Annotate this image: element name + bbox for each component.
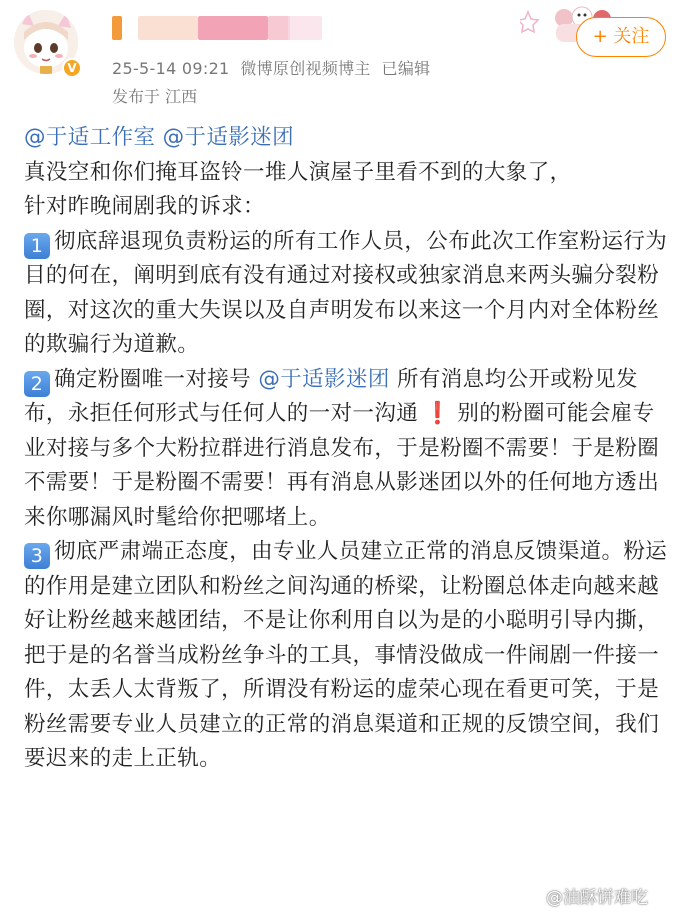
post-body [24,121,674,777]
mentions-line [24,121,674,156]
demand-3 [24,535,674,777]
demand-2-text-a: 确定粉圈唯一对接号 [54,366,252,392]
post-source: 微博原创视频博主 [240,59,371,78]
mention-fanclub[interactable]: @于适影迷团 [162,125,295,150]
post-meta [112,56,430,79]
intro-line-2: 针对昨晚闹剧我的诉求： [24,194,265,219]
keycap-1-icon: 1 [24,233,50,259]
keycap-3-icon: 3 [24,543,50,569]
post-date: 25-5-14 09:21 [112,59,230,78]
demand-2-text-b: 所有消息均公开或粉见发布，永拒任何形式与任何人的一对一沟通 [24,366,638,426]
post-header [0,0,690,115]
watermark [546,883,648,908]
demand-2 [24,363,674,536]
intro-line-1: 真没空和你们掩耳盗铃一堆人演屋子里看不到的大象了， [24,159,572,185]
exclamation-icon: ❗ [424,401,452,426]
verified-badge-icon: V [62,58,82,78]
keycap-2-icon: 2 [24,371,50,397]
mention-fanclub-inline[interactable]: @于适影迷团 [258,366,390,392]
mention-studio[interactable]: @于适工作室 [24,125,156,150]
demand-3-text: 彻底严肃端正态度，由专业人员建立正常的消息反馈渠道。粉运的作用是建立团队和粉丝之间沟通的桥梁，让粉圈总体走向越来越好让粉丝越来越团结，不是让你利用自以为是的小聪明引导内撕，把于是的名誉当成粉丝争斗的工具，事情没做成一件闹剧一件接一件，太丢人太背叛了，所谓没有粉运的虚荣心现在看更可笑，于是粉丝需要专业人员建立的正常的消息渠道和正规的反馈空间，我们要迟来的走上正轨。 [24,539,668,771]
demand-1 [24,225,674,363]
weibo-logo-icon [524,885,544,903]
follow-button[interactable]: + 关注 [576,17,666,57]
username-redacted[interactable] [112,16,322,40]
post-location: 发布于 江西 [112,87,198,106]
demand-2-text-c: 别的粉圈可能会雇专业对接与多个大粉拉群进行消息发布，于是粉圈不需要！于是粉圈不需要！于是粉圈不需要！再有消息从影迷团以外的任何地方透出来你哪漏风时髦给你把哪堵上。 [24,401,660,530]
edited-label[interactable]: 已编辑 [381,59,431,78]
demand-1-text: 彻底辞退现负责粉运的所有工作人员，公布此次工作室粉运行为目的何在，阐明到底有没有通过对接权或独家消息来两头骗分裂粉圈，对这次的重大失误以及自声明发布以来这一个月内对全体粉丝的欺骗行为道歉。 [24,228,668,357]
watermark-text: @油酥饼难吃 [546,888,648,908]
